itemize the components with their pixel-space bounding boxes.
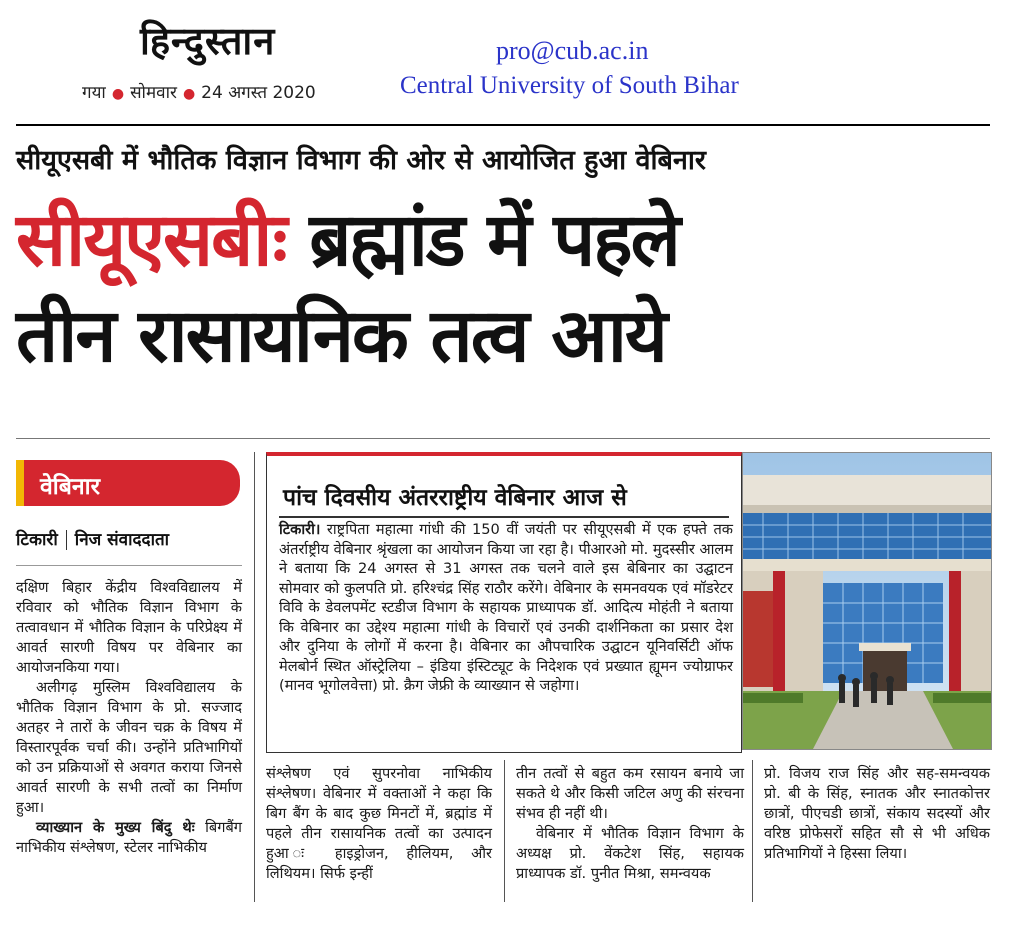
byline <box>16 527 169 550</box>
column-divider <box>504 760 505 902</box>
paragraph: तीन तत्वों से बहुत कम रसायन बनाये जा सकते थे और किसी जटिल अणु की संरचना संभव ही नहीं थी। <box>516 765 744 822</box>
headline-prefix: सीयूएसबीः <box>16 197 286 283</box>
section-tag-label: वेबिनार <box>40 474 101 500</box>
contact-email: pro@cub.ac.in <box>496 36 649 65</box>
article-column-4 <box>764 764 990 864</box>
article-headline <box>16 192 679 384</box>
dateline <box>82 80 316 103</box>
headline-line1: ब्रह्मांड में पहले <box>309 197 679 283</box>
paragraph: अलीगढ़ मुस्लिम विश्वविद्यालय के भौतिक विज्ञान विभाग के प्रो. सज्जाद अतहर ने तारों के जीवन चक्र के विषय में विस्तारपूर्वक चर्चा की। उन्होंने प्रतिभागियों को उन प्रक्रियाओं से अवगत कराया जिनसे आवर्त सारणी के सभी तत्वों का निर्माण हुआ। <box>16 679 242 816</box>
paragraph: संश्लेषण एवं सुपरनोवा नाभिकीय संश्लेषण। वेबिनार में वक्ताओं ने कहा कि बिग बैंग के बाद कुछ मिनटों में, ब्रह्मांड में पहले तीन रासायनिक तत्वों का उत्पादन हुआ ः हाइड्रोजन, हीलियम, और लिथियम। सिर्फ इन्हीं <box>266 765 492 882</box>
paragraph-lead: व्याख्यान के मुख्य बिंदु थेः <box>36 819 195 836</box>
sidebar-story <box>266 452 742 753</box>
column-divider <box>254 452 255 902</box>
article-column-3 <box>516 764 744 884</box>
article-column-2 <box>266 764 492 884</box>
article-column-1 <box>16 578 242 858</box>
article-kicker: सीयूएसबी में भौतिक विज्ञान विभाग की ओर से आयोजित हुआ वेबिनार <box>16 145 706 176</box>
dateline-date: 24 अगस्त 2020 <box>201 83 316 103</box>
tag-stripe <box>16 460 24 506</box>
column-divider <box>752 760 753 902</box>
bullet-icon: ● <box>182 86 196 102</box>
sidebar-headline: पांच दिवसीय अंतरराष्ट्रीय वेबिनार आज से <box>283 485 627 511</box>
newspaper-masthead: हिन्दुस्तान <box>140 18 276 63</box>
headline-divider <box>16 438 990 439</box>
byline-author: निज संवाददाता <box>74 530 170 550</box>
sidebar-body <box>279 520 733 696</box>
paragraph: बिगबैंग नाभिकीय संश्लेषण, स्टेलर नाभिकीय <box>16 819 243 856</box>
university-name: Central University of South Bihar <box>400 72 739 99</box>
dateline-day: सोमवार <box>130 83 177 103</box>
dateline-city: गया <box>82 83 106 103</box>
sidebar-divider <box>279 516 729 518</box>
headline-line2: तीन रासायनिक तत्व आये <box>16 293 666 379</box>
sidebar-text: राष्ट्रपिता महात्मा गांधी की 150 वीं जयंती पर सीयूएसबी में एक हफ्ते तक अंतर्राष्ट्रीय वेबिनार श्रृंखला का आयोजन किया जा रहा है। पीआरओ मो. मुदस्सीर आलम ने बताया कि 24 अगस्त से 31 अगस्त तक चलने वाले इस बेबिनार का उद्घाटन सोमवार को कुलपति प्रो. हरिश्चंद्र सिंह राठौर करेंगे। वेबिनार के समनवयक एवं मॉडरेटर विवि के डेवलपमेंट स्टडीज विभाग के सहायक प्राध्यापक डॉ. आदित्य मोहंती ने बताया कि वेबिनार का उद्देश्य महात्मा गांधी के विचारों एवं उनकी दार्शनिकता का प्रसार देश और दुनिया के लोगों में करना है। वेबिनार का औपचारिक उद्घाटन यूनिवर्सिटी ऑफ मेलबोर्न स्थित ऑस्ट्रेलिया – इंडिया इंस्टिट्यूट के निदेशक एवं प्रख्यात ह्यूमन ज्योग्राफर (मानव भूगोलवेत्ता) प्रो. क्रैग जेफ्री के व्याख्यान से जहोगा। <box>279 521 734 694</box>
byline-place: टिकारी <box>16 530 58 550</box>
university-building-photo <box>742 452 992 750</box>
paragraph: प्रो. विजय राज सिंह और सह-समन्वयक प्रो. बी के सिंह, स्नातक और स्नातकोत्तर छात्रों, पीएचडी छात्रों, संकाय सदस्यों और वरिष्ठ प्रोफेसरों सहित सौ से भी अधिक प्रतिभागियों ने हिस्सा लिया। <box>764 765 990 862</box>
byline-separator <box>66 530 67 550</box>
building-illustration <box>743 453 991 749</box>
bullet-icon: ● <box>111 86 125 102</box>
paragraph: वेबिनार में भौतिक विज्ञान विभाग के अध्यक्ष प्रो. वेंकटेश सिंह, सहायक प्राध्यापक डॉ. पुनीत मिश्रा, समन्वयक <box>516 825 744 882</box>
paragraph: दक्षिण बिहार केंद्रीय विश्वविद्यालय में रविवार को भौतिक विज्ञान विभाग के तत्वावधान में भौतिक विज्ञान के परिप्रेक्ष्य में आवर्त सारणी विषय पर वेबिनार का आयोजनकिया गया। <box>16 579 242 676</box>
byline-divider <box>16 565 242 566</box>
header-divider <box>16 124 990 126</box>
section-tag <box>16 460 240 506</box>
sidebar-lead: टिकारी। <box>279 521 321 538</box>
